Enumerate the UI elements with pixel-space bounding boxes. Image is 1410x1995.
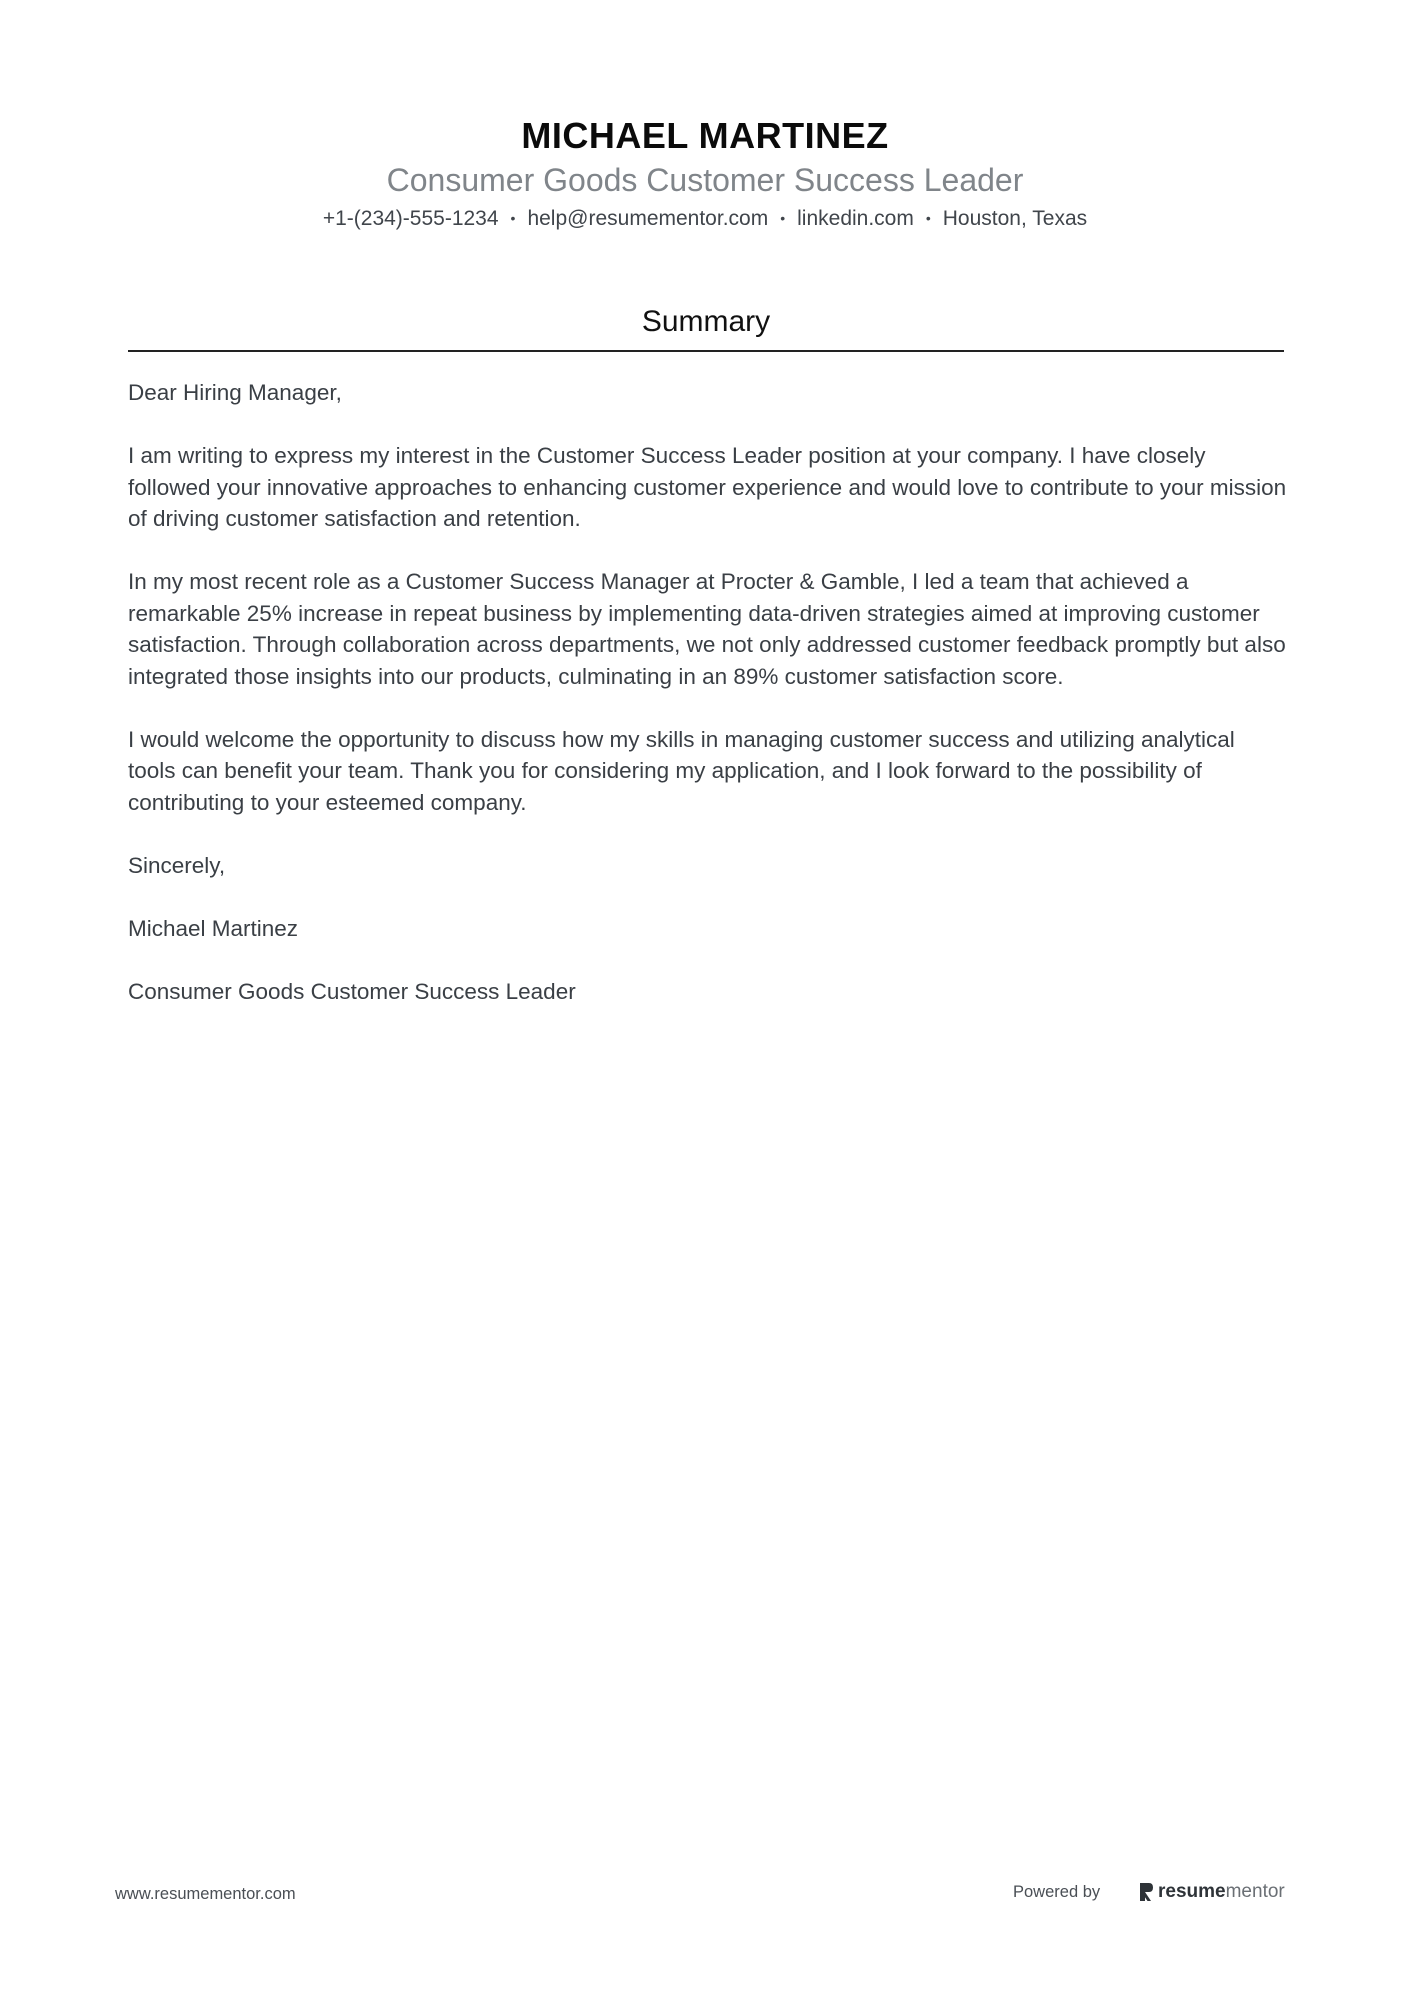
resume-header bbox=[0, 112, 1410, 235]
section-divider bbox=[128, 350, 1284, 352]
bullet-separator: • bbox=[510, 210, 516, 226]
letter-paragraph-2: In my most recent role as a Customer Success Manager at Procter & Gamble, I led a team that achieved a remarkable 25% increase in repeat business by implementing data-driven strategies aimed at improving customer satisfaction. Through collaboration across departments, we not only addressed customer feedback promptly but also integrated those insights into our products, culminating in an 89% customer satisfaction score. bbox=[128, 569, 1286, 689]
letter-closing: Sincerely, bbox=[128, 852, 226, 878]
signature-title: Consumer Goods Customer Success Leader bbox=[128, 978, 576, 1004]
letter-greeting: Dear Hiring Manager, bbox=[128, 380, 342, 405]
candidate-title: Consumer Goods Customer Success Leader bbox=[386, 162, 1024, 198]
footer-website-link[interactable]: www.resumementor.com bbox=[115, 1885, 296, 1903]
brand-name-part2: mentor bbox=[1225, 1881, 1285, 1902]
brand-name-part1: resume bbox=[1158, 1881, 1226, 1902]
bullet-separator: • bbox=[780, 210, 786, 226]
cover-letter-body bbox=[128, 377, 1288, 1039]
section-title-summary: Summary bbox=[641, 305, 771, 338]
bullet-separator: • bbox=[925, 210, 931, 226]
letter-paragraph-1: I am writing to express my interest in the Customer Success Leader position at your company. I have closely followed your innovative approaches to enhancing customer experience and would love to contribute to your mission of driving customer satisfaction and retention. bbox=[128, 443, 1287, 531]
contact-line bbox=[0, 202, 1410, 235]
contact-email: help@resumementor.com bbox=[527, 207, 769, 230]
contact-linkedin: linkedin.com bbox=[797, 207, 914, 230]
contact-location: Houston, Texas bbox=[942, 207, 1088, 230]
letter-paragraph-3: I would welcome the opportunity to discuss how my skills in managing customer success and utilizing analytical tools can benefit your team. Thank you for considering my application, and I look forward to the possibility of contributing to your esteemed company. bbox=[128, 726, 1235, 815]
resumementor-logo-icon bbox=[1138, 1881, 1154, 1903]
resumementor-logo[interactable] bbox=[1138, 1878, 1285, 1906]
candidate-name: MICHAEL MARTINEZ bbox=[521, 115, 889, 156]
powered-by-label: Powered by bbox=[1013, 1883, 1101, 1901]
contact-phone: +1-(234)-555-1234 bbox=[322, 207, 499, 230]
signature-name: Michael Martinez bbox=[128, 915, 299, 941]
